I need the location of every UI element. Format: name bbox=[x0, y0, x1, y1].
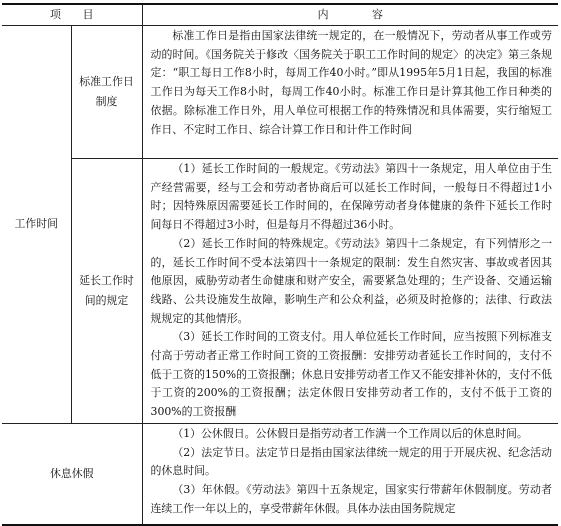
table-row-standard-workday bbox=[2, 26, 558, 159]
paragraph: （1）延长工作时间的一般规定。《劳动法》第四十一条规定，用人单位由于生产经营需要，经与工会和劳动者协商后可以延长工作时间，一般每日不得超过1小时；因特殊原因需要延长工作时间的，在保障劳动者身体健康的条件下延长工作时间每日不得超过3小时，但是每月不得超过36小时。 bbox=[150, 162, 553, 232]
paragraph: （3）年休假。《劳动法》第四十五条规定，国家实行带薪年休假制度。劳动者连续工作一年以上的，享受带薪年休假。具体办法由国务院规定 bbox=[150, 482, 553, 515]
paragraph: （3）延长工作时间的工资支付。用人单位延长工作时间，应当按照下列标准支付高于劳动者正常工作时间工资的工资报酬：安排劳动者延长工作时间的，支付不低于工资的150%的工资报酬；休息日安排劳动者工作又不能安排补休的，支付不低于工资的200%的工资报酬；法定休假日安排劳动者工作的，支付不低于工资的300%的工资报酬 bbox=[150, 330, 553, 419]
paragraph: 标准工作日是指由国家法律统一规定的，在一般情况下，劳动者从事工作或劳动的时间。《国务院关于修改〈国务院关于职工工作时间的规定〉的决定》第三条规定：“职工每日工作8小时，每周工作40小时。”即从1995年5月1日起，我国的标准工作日为每天工作8小时，每周工作40小时。标准工作日是计算其他工作日种类的依据。除标准工作日外，用人单位可根据工作的特殊情况和具体需要，实行缩短工作日、不定时工作日、综合计算工作日和计件工作时间 bbox=[150, 29, 553, 136]
category-rest: 休息休假 bbox=[2, 423, 142, 525]
paragraph: （2）延长工作时间的特殊规定。《劳动法》第四十二条规定，有下列情形之一的，延长工作时间不受本法第四十一条规定的限制：发生自然灾害、事故或者因其他原因，威胁劳动者生命健康和财产安全，需要紧急处理的；生产设备、交通运输线路、公共设施发生故障，影响生产和公众利益，必须及时抢修的；法律、行政法规规定的其他情形。 bbox=[150, 236, 553, 325]
paragraph: （1）公休假日。公休假日是指劳动者工作满一个工作周以后的休息时间。 bbox=[172, 426, 528, 440]
header-item: 项 目 bbox=[2, 4, 142, 26]
table-row-overtime bbox=[2, 159, 558, 424]
content-standard-workday bbox=[142, 26, 558, 159]
subcategory-overtime: 延长工作时间的规定 bbox=[71, 159, 142, 424]
paragraph: （2）法定节日。法定节日是指由国家法律统一规定的用于开展庆祝、纪念活动的休息时间。 bbox=[150, 445, 553, 478]
content-rest bbox=[142, 423, 558, 525]
table-row-rest bbox=[2, 423, 558, 525]
content-overtime bbox=[142, 159, 558, 424]
subcategory-standard-workday: 标准工作日制度 bbox=[71, 26, 142, 159]
labor-law-table bbox=[2, 3, 558, 526]
table-header-row bbox=[2, 4, 558, 26]
category-working-time: 工作时间 bbox=[2, 26, 71, 424]
header-content: 内 容 bbox=[142, 4, 558, 26]
